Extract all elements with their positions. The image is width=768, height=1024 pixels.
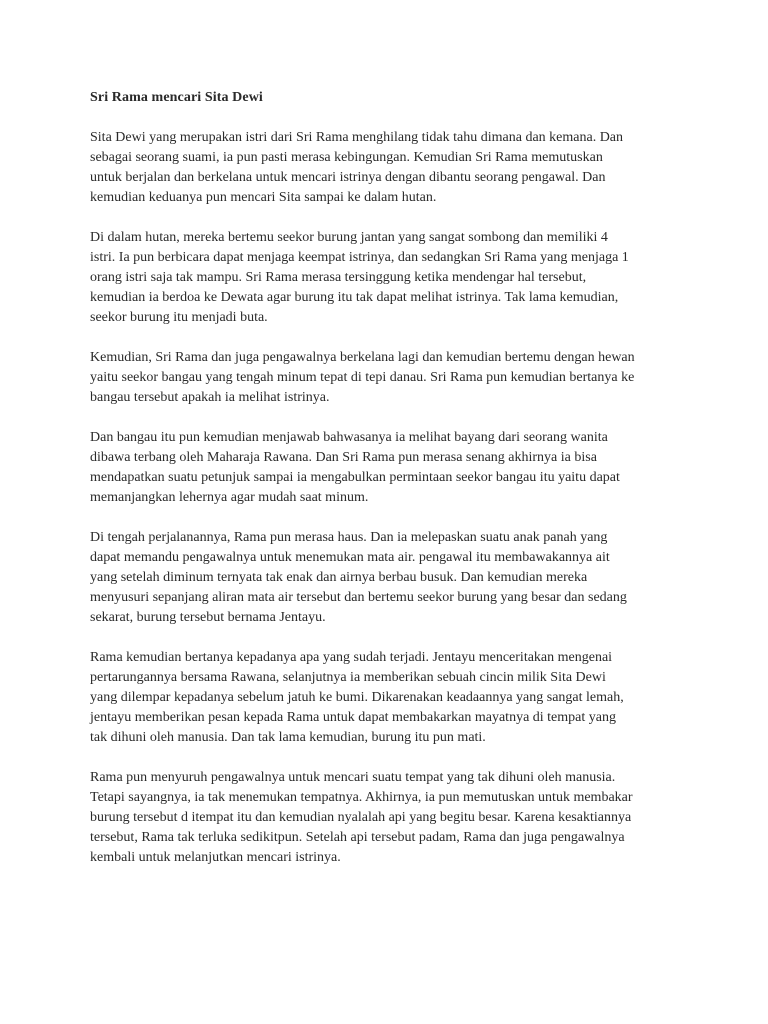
paragraph-line: tersebut, Rama tak terluka sedikitpun. Setelah api tersebut padam, Rama dan juga pengawalnya (90, 830, 625, 845)
paragraph-line: menyusuri sepanjang aliran mata air tersebut dan bertemu seekor burung yang besar dan sedang (90, 590, 627, 605)
paragraph-line: Sita Dewi yang merupakan istri dari Sri Rama menghilang tidak tahu dimana dan kemana. Dan (90, 130, 624, 145)
paragraph-1 (90, 128, 694, 208)
paragraph-line: jentayu memberikan pesan kepada Rama untuk dapat membakarkan mayatnya di tempat yang (90, 710, 616, 725)
paragraph-line: yang setelah diminum ternyata tak enak dan airnya berbau busuk. Dan kemudian mereka (90, 570, 588, 585)
paragraph-line: pertarungannya bersama Rawana, selanjutnya ia memberikan sebuah cincin milik Sita Dewi (90, 670, 606, 685)
paragraph-2 (90, 228, 694, 328)
paragraph-line: Kemudian, Sri Rama dan juga pengawalnya berkelana lagi dan kemudian bertemu dengan hewan (90, 350, 635, 365)
paragraph-7 (90, 768, 694, 868)
paragraph-line: mendapatkan suatu petunjuk sampai ia mengabulkan permintaan seekor bangau itu yaitu dapat (90, 470, 620, 485)
paragraph-line: Dan bangau itu pun kemudian menjawab bahwasanya ia melihat bayang dari seorang wanita (90, 430, 608, 445)
paragraph-line: sebagai seorang suami, ia pun pasti merasa kebingungan. Kemudian Sri Rama memutuskan (90, 150, 603, 165)
paragraph-4 (90, 428, 694, 508)
paragraph-line: Di dalam hutan, mereka bertemu seekor burung jantan yang sangat sombong dan memiliki 4 (90, 230, 608, 245)
paragraph-5 (90, 528, 694, 628)
paragraph-line: yang dilempar kepadanya sebelum jatuh ke bumi. Dikarenakan keadaannya yang sangat lemah, (90, 690, 624, 705)
paragraph-line: untuk berjalan dan berkelana untuk mencari istrinya dengan dibantu seorang pengawal. Dan (90, 170, 606, 185)
document-page (90, 88, 694, 888)
paragraph-line: Rama pun menyuruh pengawalnya untuk mencari suatu tempat yang tak dihuni oleh manusia. (90, 770, 616, 785)
paragraph-line: bangau tersebut apakah ia melihat istrinya. (90, 390, 330, 405)
paragraph-line: yaitu seekor bangau yang tengah minum tepat di tepi danau. Sri Rama pun kemudian bertanya ke (90, 370, 635, 385)
paragraph-line: istri. Ia pun berbicara dapat menjaga keempat istrinya, dan sedangkan Sri Rama yang menjaga 1 (90, 250, 629, 265)
paragraph-line: Di tengah perjalanannya, Rama pun merasa haus. Dan ia melepaskan suatu anak panah yang (90, 530, 608, 545)
paragraph-line: memanjangkan lehernya agar mudah saat minum. (90, 490, 369, 505)
paragraph-line: burung tersebut d itempat itu dan kemudian nyalalah api yang begitu besar. Karena kesaktiannya (90, 810, 632, 825)
paragraph-line: kemudian ia berdoa ke Dewata agar burung itu tak dapat melihat istrinya. Tak lama kemudian, (90, 290, 619, 305)
paragraph-3 (90, 348, 694, 408)
paragraph-line: Rama kemudian bertanya kepadanya apa yang sudah terjadi. Jentayu menceritakan mengenai (90, 650, 613, 665)
paragraph-line: kemudian keduanya pun mencari Sita sampai ke dalam hutan. (90, 190, 437, 205)
document-title: Sri Rama mencari Sita Dewi (90, 90, 263, 105)
paragraph-line: dibawa terbang oleh Maharaja Rawana. Dan Sri Rama pun merasa senang akhirnya ia bisa (90, 450, 597, 465)
paragraph-line: kembali untuk melanjutkan mencari istrinya. (90, 850, 341, 865)
paragraph-line: sekarat, burung tersebut bernama Jentayu. (90, 610, 326, 625)
paragraph-line: orang istri saja tak mampu. Sri Rama merasa tersinggung ketika mendengar hal tersebut, (90, 270, 587, 285)
paragraph-6 (90, 648, 694, 748)
paragraph-line: tak dihuni oleh manusia. Dan tak lama kemudian, burung itu pun mati. (90, 730, 486, 745)
paragraph-line: seekor burung itu menjadi buta. (90, 310, 268, 325)
paragraph-line: Tetapi sayangnya, ia tak menemukan tempatnya. Akhirnya, ia pun memutuskan untuk membakar (90, 790, 633, 805)
paragraph-line: dapat memandu pengawalnya untuk menemukan mata air. pengawal itu membawakannya ait (90, 550, 610, 565)
